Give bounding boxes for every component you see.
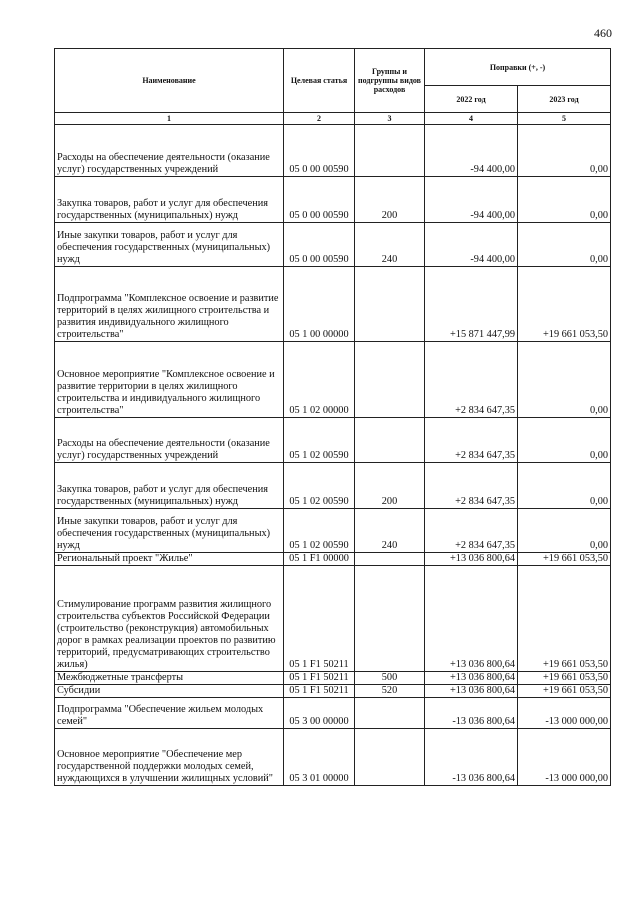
row-name: Иные закупки товаров, работ и услуг для обеспечения государственных (муниципальных) нужд [55,223,284,267]
row-group-code [355,698,425,729]
table-row [55,672,611,685]
row-amount-2023: -13 000 000,00 [518,729,611,786]
row-amount-2022: +13 036 800,64 [425,672,518,685]
row-target-code: 05 1 02 00590 [284,509,355,553]
row-group-code: 240 [355,509,425,553]
row-amount-2022: -94 400,00 [425,125,518,177]
table-row [55,698,611,729]
row-name: Подпрограмма "Комплексное освоение и развитие территорий в целях жилищного строительства и развития индивидуального жилищного строительства" [55,267,284,342]
row-amount-2022: -13 036 800,64 [425,729,518,786]
row-name: Стимулирование программ развития жилищного строительства субъектов Российской Федерации (строительство (реконструкция) автомобильных дорог в рамках реализации проектов по развитию территорий, предусматривающих строительство жилья) [55,566,284,672]
table-row [55,125,611,177]
table-row [55,342,611,418]
row-amount-2023: +19 661 053,50 [518,267,611,342]
row-group-code: 200 [355,463,425,509]
row-amount-2022: +15 871 447,99 [425,267,518,342]
row-group-code: 520 [355,685,425,698]
row-name: Расходы на обеспечение деятельности (оказание услуг) государственных учреждений [55,418,284,463]
row-target-code: 05 1 F1 00000 [284,553,355,566]
row-amount-2023: 0,00 [518,418,611,463]
column-number: 4 [425,113,518,125]
row-amount-2022: -13 036 800,64 [425,698,518,729]
table-row [55,729,611,786]
row-name: Подпрограмма "Обеспечение жильем молодых семей" [55,698,284,729]
row-amount-2023: -13 000 000,00 [518,698,611,729]
column-number: 2 [284,113,355,125]
table-row [55,463,611,509]
row-target-code: 05 1 00 00000 [284,267,355,342]
row-name: Закупка товаров, работ и услуг для обеспечения государственных (муниципальных) нужд [55,177,284,223]
column-number-row [55,113,611,125]
row-group-code [355,553,425,566]
header-amendments: Поправки (+, -) [425,49,611,86]
row-amount-2023: 0,00 [518,177,611,223]
row-amount-2023: +19 661 053,50 [518,553,611,566]
row-group-code [355,342,425,418]
row-amount-2023: 0,00 [518,125,611,177]
row-name: Расходы на обеспечение деятельности (оказание услуг) государственных учреждений [55,125,284,177]
row-group-code [355,566,425,672]
table-row [55,418,611,463]
column-number: 1 [55,113,284,125]
row-target-code: 05 1 F1 50211 [284,685,355,698]
table-row [55,267,611,342]
row-name: Иные закупки товаров, работ и услуг для обеспечения государственных (муниципальных) нужд [55,509,284,553]
table-row [55,177,611,223]
row-name: Основное мероприятие "Комплексное освоение и развитие территории в целях жилищного строительства и индивидуального жилищного строительства" [55,342,284,418]
row-amount-2022: +2 834 647,35 [425,463,518,509]
page-number: 460 [594,26,612,40]
table-row [55,509,611,553]
row-name: Субсидии [55,685,284,698]
row-target-code: 05 0 00 00590 [284,177,355,223]
table-row [55,553,611,566]
header-year-2023: 2023 год [518,86,611,113]
row-amount-2022: +13 036 800,64 [425,566,518,672]
row-target-code: 05 1 F1 50211 [284,672,355,685]
row-amount-2022: +2 834 647,35 [425,342,518,418]
row-target-code: 05 0 00 00590 [284,223,355,267]
row-target-code: 05 3 01 00000 [284,729,355,786]
row-amount-2022: +13 036 800,64 [425,685,518,698]
table-row [55,566,611,672]
row-name: Региональный проект "Жилье" [55,553,284,566]
row-name: Основное мероприятие "Обеспечение мер государственной поддержки молодых семей, нуждающихся в улучшении жилищных условий" [55,729,284,786]
row-group-code [355,267,425,342]
table-row [55,223,611,267]
column-number: 3 [355,113,425,125]
header-row [55,49,611,86]
row-amount-2022: -94 400,00 [425,223,518,267]
row-name: Закупка товаров, работ и услуг для обеспечения государственных (муниципальных) нужд [55,463,284,509]
row-target-code: 05 1 02 00590 [284,463,355,509]
budget-table [54,48,611,786]
row-target-code: 05 0 00 00590 [284,125,355,177]
header-groups: Группы и подгруппы видов расходов [355,49,425,113]
header-target: Целевая статья [284,49,355,113]
row-amount-2022: +2 834 647,35 [425,509,518,553]
row-target-code: 05 1 F1 50211 [284,566,355,672]
row-amount-2023: +19 661 053,50 [518,566,611,672]
row-name: Межбюджетные трансферты [55,672,284,685]
row-group-code: 200 [355,177,425,223]
row-group-code [355,125,425,177]
row-group-code: 500 [355,672,425,685]
row-amount-2022: +2 834 647,35 [425,418,518,463]
row-amount-2023: +19 661 053,50 [518,672,611,685]
row-target-code: 05 1 02 00000 [284,342,355,418]
row-amount-2022: -94 400,00 [425,177,518,223]
row-group-code [355,418,425,463]
row-amount-2023: 0,00 [518,463,611,509]
row-target-code: 05 3 00 00000 [284,698,355,729]
row-amount-2023: 0,00 [518,342,611,418]
row-group-code [355,729,425,786]
header-name: Наименование [55,49,284,113]
row-amount-2022: +13 036 800,64 [425,553,518,566]
table-row [55,685,611,698]
row-amount-2023: 0,00 [518,509,611,553]
column-number: 5 [518,113,611,125]
row-amount-2023: 0,00 [518,223,611,267]
row-target-code: 05 1 02 00590 [284,418,355,463]
header-year-2022: 2022 год [425,86,518,113]
row-group-code: 240 [355,223,425,267]
row-amount-2023: +19 661 053,50 [518,685,611,698]
